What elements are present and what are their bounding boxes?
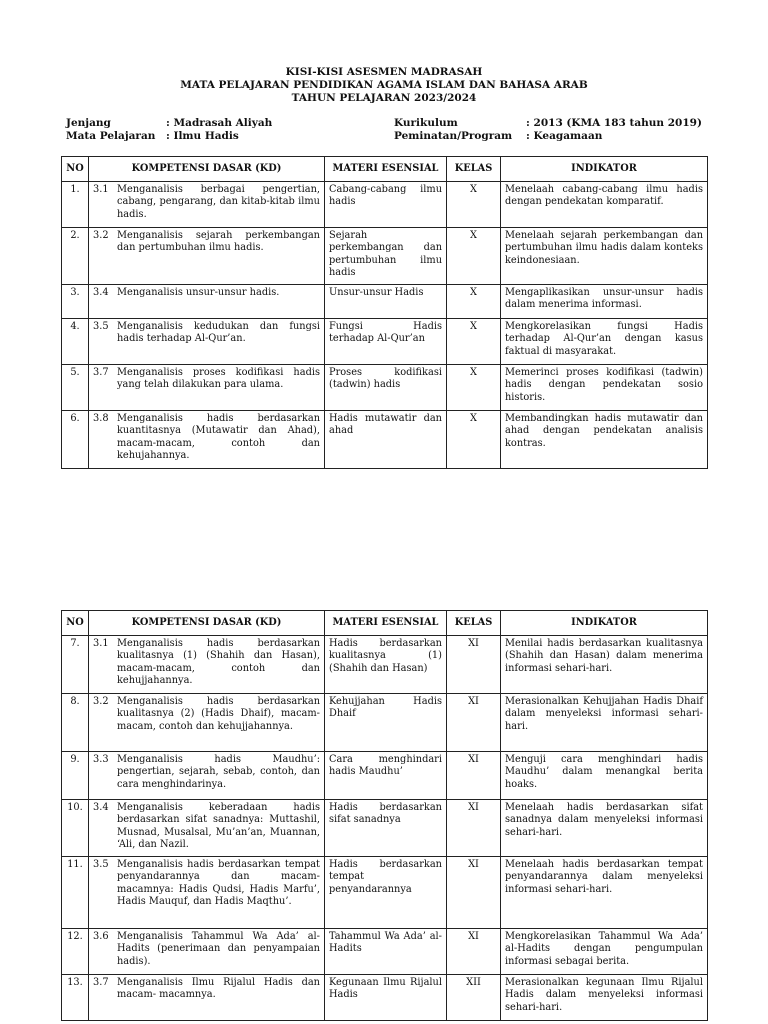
kelas-cell: X (447, 411, 501, 469)
row-number: 13. (62, 975, 89, 1021)
kelas-cell: XI (447, 857, 501, 929)
kd-text: Menganalisis Tahammul Wa Ada’ al-Hadits (penerimaan dan penyampaian hadis). (117, 931, 320, 967)
materi-cell: Hadis berdasarkan sifat sanadnya (325, 800, 447, 857)
materi-cell: Kegunaan Ilmu Rijalul Hadis (325, 975, 447, 1021)
kelas-cell: XII (447, 975, 501, 1021)
table-row (62, 857, 708, 929)
document-header (0, 66, 768, 105)
indikator-cell: Menelaah hadis berdasarkan tempat penyandarannya dalam menyeleksi informasi sehari-hari. (501, 857, 708, 929)
kd-cell (89, 182, 325, 228)
row-number: 5. (62, 365, 89, 411)
meta-jenjang-label: Jenjang (66, 117, 111, 129)
col-header-materi: MATERI ESENSIAL (325, 611, 447, 636)
kd-cell (89, 636, 325, 694)
meta-row-2 (66, 130, 706, 143)
kelas-cell: X (447, 319, 501, 365)
kd-number: 3.4 (93, 287, 109, 298)
materi-cell: Cabang-cabang ilmu hadis (325, 182, 447, 228)
row-number: 11. (62, 857, 89, 929)
kd-number: 3.6 (93, 931, 109, 942)
kd-number: 3.1 (93, 638, 109, 649)
kd-number: 3.5 (93, 321, 109, 332)
table-row (62, 929, 708, 975)
table-header-row (62, 157, 708, 182)
table-row (62, 975, 708, 1021)
kd-number: 3.8 (93, 413, 109, 424)
kd-cell (89, 857, 325, 929)
kd-cell (89, 975, 325, 1021)
kd-number: 3.7 (93, 367, 109, 378)
table-row (62, 365, 708, 411)
kd-text: Menganalisis hadis berdasarkan tempat penyandarannya dan macam-macamnya: Hadis Qudsi, Hadis Marfu’, Hadis Mauquf, dan Hadis Maqthu’. (117, 859, 320, 908)
kelas-cell: X (447, 228, 501, 285)
kd-text: Menganalisis sejarah perkembangan dan pertumbuhan ilmu hadis. (117, 230, 320, 254)
row-number: 9. (62, 752, 89, 800)
indikator-cell: Mengkorelasikan Tahammul Wa Ada’ al-Hadits dengan pengumpulan informasi sebagai berita. (501, 929, 708, 975)
materi-cell: Unsur-unsur Hadis (325, 285, 447, 319)
kd-cell (89, 800, 325, 857)
col-header-no: NO (62, 157, 89, 182)
kd-number: 3.4 (93, 802, 109, 813)
kelas-cell: X (447, 365, 501, 411)
table-row (62, 800, 708, 857)
table-row (62, 228, 708, 285)
kd-cell (89, 365, 325, 411)
kd-text: Menganalisis hadis Maudhu’: pengertian, sejarah, sebab, contoh, dan cara menghindarinya. (117, 754, 320, 790)
kelas-cell: XI (447, 752, 501, 800)
kd-number: 3.2 (93, 696, 109, 707)
materi-cell: Sejarah perkembangan dan pertumbuhan ilmu hadis (325, 228, 447, 285)
kd-text: Menganalisis berbagai pengertian, cabang, pengarang, dan kitab-kitab ilmu hadis. (117, 184, 320, 220)
materi-cell: Cara menghindari hadis Maudhu’ (325, 752, 447, 800)
meta-peminatan-label: Peminatan/Program (394, 130, 513, 142)
kelas-cell: X (447, 285, 501, 319)
meta-mapel-value: : Ilmu Hadis (166, 130, 239, 142)
col-header-indikator: INDIKATOR (501, 611, 708, 636)
indikator-cell: Menelaah sejarah perkembangan dan pertumbuhan ilmu hadis dalam konteks keindonesiaan. (501, 228, 708, 285)
materi-cell: Hadis berdasarkan kualitasnya (1) (Shahih dan Hasan) (325, 636, 447, 694)
materi-cell: Kehujjahan Hadis Dhaif (325, 694, 447, 752)
materi-cell: Hadis mutawatir dan ahad (325, 411, 447, 469)
kelas-cell: XI (447, 694, 501, 752)
row-number: 4. (62, 319, 89, 365)
row-number: 7. (62, 636, 89, 694)
kd-cell (89, 228, 325, 285)
header-year: TAHUN PELAJARAN 2023/2024 (291, 92, 477, 104)
kelas-cell: X (447, 182, 501, 228)
kd-text: Menganalisis hadis berdasarkan kualitasnya (1) (Shahih dan Hasan), macam-macam, contoh dan kehujjahannya. (117, 638, 320, 687)
table-row (62, 752, 708, 800)
indikator-cell: Mengkorelasikan fungsi Hadis terhadap Al-Qur’an dengan kasus faktual di masyarakat. (501, 319, 708, 365)
kd-cell (89, 285, 325, 319)
col-header-no: NO (62, 611, 89, 636)
indikator-cell: Menelaah hadis berdasarkan sifat sanadnya dalam menyeleksi informasi sehari-hari. (501, 800, 708, 857)
indikator-cell: Menelaah cabang-cabang ilmu hadis dengan pendekatan komparatif. (501, 182, 708, 228)
kelas-cell: XI (447, 636, 501, 694)
indikator-cell: Menguji cara menghindari hadis Maudhu’ dalam menangkal berita hoaks. (501, 752, 708, 800)
indikator-cell: Merasionalkan Kehujjahan Hadis Dhaif dalam menyeleksi informasi sehari-hari. (501, 694, 708, 752)
row-number: 1. (62, 182, 89, 228)
row-number: 10. (62, 800, 89, 857)
kd-text: Menganalisis proses kodifikasi hadis yang telah dilakukan para ulama. (117, 367, 320, 391)
meta-jenjang-value: : Madrasah Aliyah (166, 117, 273, 129)
col-header-indikator: INDIKATOR (501, 157, 708, 182)
materi-cell: Fungsi Hadis terhadap Al-Qur’an (325, 319, 447, 365)
col-header-materi: MATERI ESENSIAL (325, 157, 447, 182)
table-body (62, 636, 708, 1021)
kd-number: 3.5 (93, 859, 109, 870)
kelas-cell: XI (447, 929, 501, 975)
header-subject: MATA PELAJARAN PENDIDIKAN AGAMA ISLAM DAN BAHASA ARAB (180, 79, 588, 91)
table-row (62, 694, 708, 752)
col-header-kelas: KELAS (447, 157, 501, 182)
kd-number: 3.2 (93, 230, 109, 241)
kd-number: 3.7 (93, 977, 109, 988)
row-number: 8. (62, 694, 89, 752)
table-row (62, 285, 708, 319)
row-number: 3. (62, 285, 89, 319)
kd-cell (89, 929, 325, 975)
kd-number: 3.3 (93, 754, 109, 765)
kd-text: Menganalisis unsur-unsur hadis. (117, 287, 280, 298)
kelas-cell: XI (447, 800, 501, 857)
table-body (62, 182, 708, 469)
kisi-table-2 (61, 610, 708, 1021)
kisi-table-1 (61, 156, 708, 469)
meta-kurikulum-value: : 2013 (KMA 183 tahun 2019) (526, 117, 702, 129)
kd-text: Menganalisis hadis berdasarkan kuantitasnya (Mutawatir dan Ahad), macam-macam, contoh dan kehujahannya. (117, 413, 320, 462)
table-row (62, 636, 708, 694)
row-number: 12. (62, 929, 89, 975)
kd-text: Menganalisis Ilmu Rijalul Hadis dan macam- macamnya. (117, 977, 320, 1001)
kd-cell (89, 694, 325, 752)
document-meta (66, 117, 706, 143)
kd-text: Menganalisis kedudukan dan fungsi hadis terhadap Al-Qur’an. (117, 321, 320, 345)
col-header-kd: KOMPETENSI DASAR (KD) (89, 611, 325, 636)
materi-cell: Tahammul Wa Ada’ al-Hadits (325, 929, 447, 975)
kd-cell (89, 411, 325, 469)
meta-peminatan-value: : Keagamaan (526, 130, 603, 142)
indikator-cell: Memerinci proses kodifikasi (tadwin) hadis dengan pendekatan sosio historis. (501, 365, 708, 411)
table-row (62, 182, 708, 228)
kd-cell (89, 319, 325, 365)
indikator-cell: Menilai hadis berdasarkan kualitasnya (Shahih dan Hasan) dalam menerima informasi sehari-hari. (501, 636, 708, 694)
row-number: 6. (62, 411, 89, 469)
indikator-cell: Merasionalkan kegunaan Ilmu Rijalul Hadis dalam menyeleksi informasi sehari-hari. (501, 975, 708, 1021)
meta-mapel-label: Mata Pelajaran (66, 130, 156, 142)
table-row (62, 411, 708, 469)
meta-kurikulum-label: Kurikulum (394, 117, 458, 129)
table-header-row (62, 611, 708, 636)
kd-cell (89, 752, 325, 800)
table-row (62, 319, 708, 365)
kd-text: Menganalisis hadis berdasarkan kualitasnya (2) (Hadis Dhaif), macam-macam, contoh dan kehujjahannya. (117, 696, 320, 732)
kd-text: Menganalisis keberadaan hadis berdasarkan sifat sanadnya: Muttashil, Musnad, Musalsal, Mu’an’an, Muannan, ‘Ali, dan Nazil. (117, 802, 320, 851)
kd-number: 3.1 (93, 184, 109, 195)
meta-row-1 (66, 117, 706, 130)
materi-cell: Hadis berdasarkan tempat penyandarannya (325, 857, 447, 929)
col-header-kelas: KELAS (447, 611, 501, 636)
row-number: 2. (62, 228, 89, 285)
materi-cell: Proses kodifikasi (tadwin) hadis (325, 365, 447, 411)
indikator-cell: Membandingkan hadis mutawatir dan ahad dengan pendekatan analisis kontras. (501, 411, 708, 469)
header-title: KISI-KISI ASESMEN MADRASAH (285, 66, 483, 78)
indikator-cell: Mengaplikasikan unsur-unsur hadis dalam menerima informasi. (501, 285, 708, 319)
col-header-kd: KOMPETENSI DASAR (KD) (89, 157, 325, 182)
